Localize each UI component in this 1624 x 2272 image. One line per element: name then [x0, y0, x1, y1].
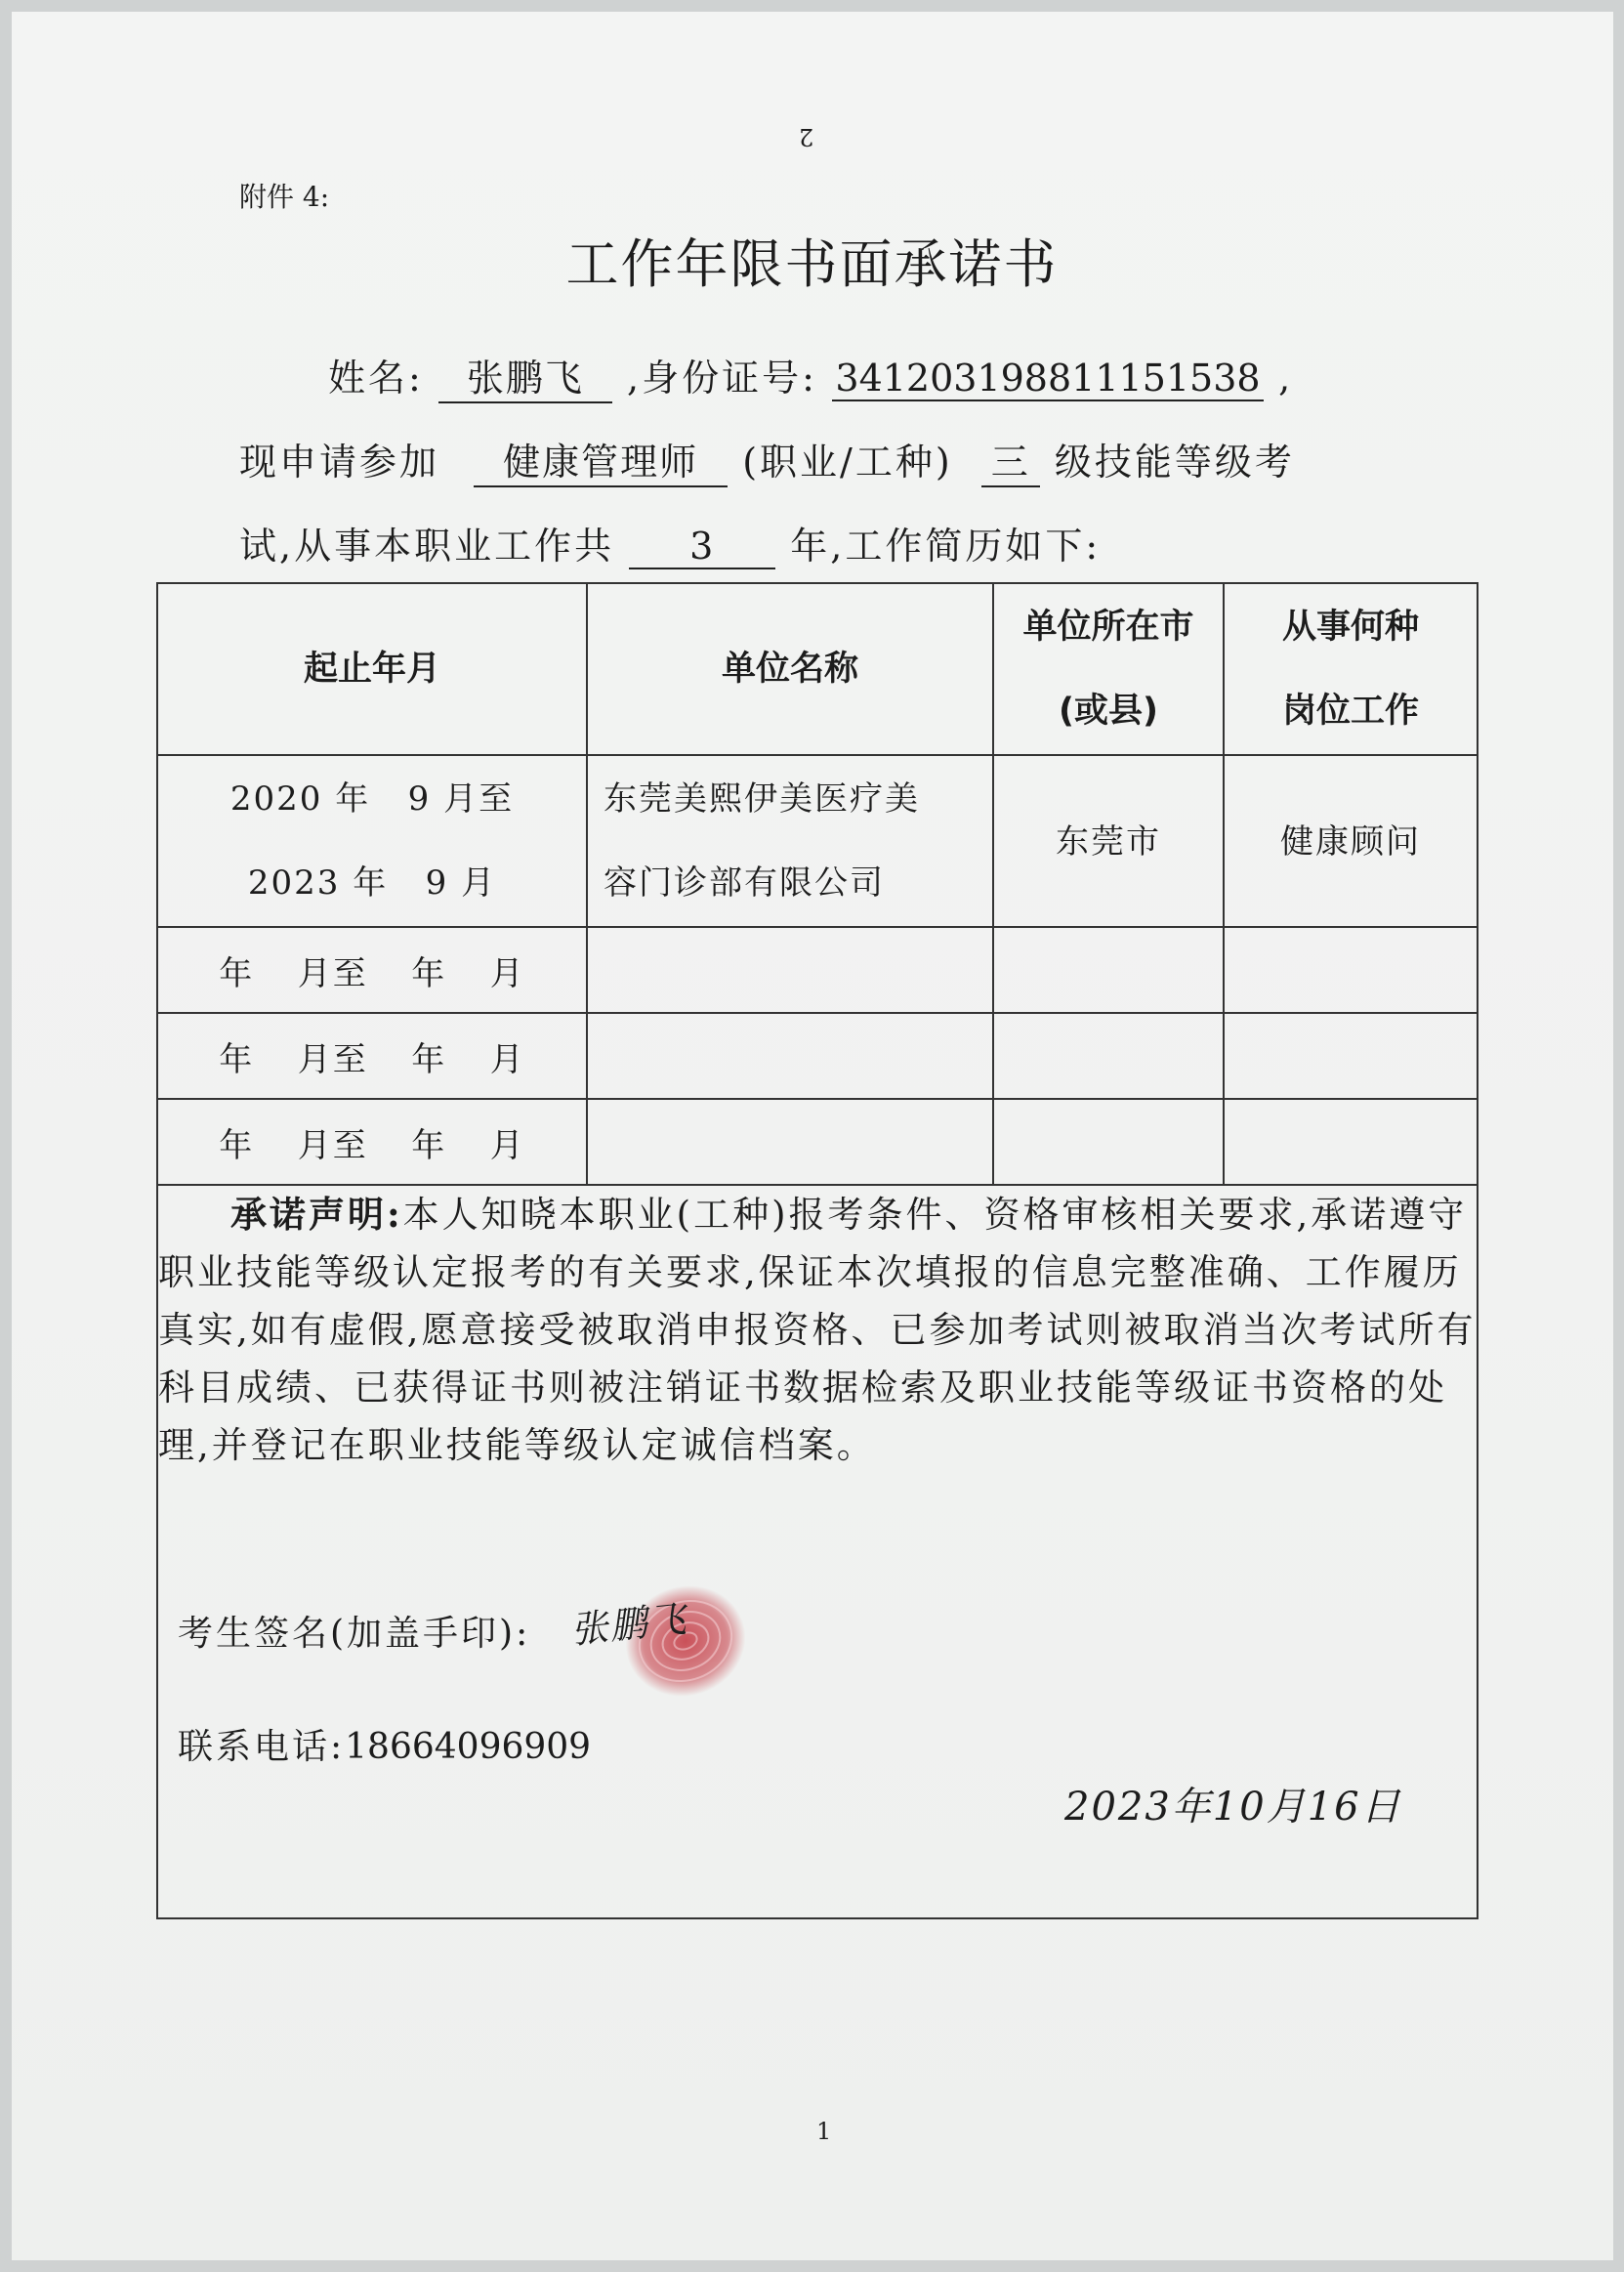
employer-cell [587, 755, 993, 927]
id-label: ,身份证号: [627, 357, 817, 400]
blank-month: 月 [489, 1125, 525, 1165]
name-label: 姓名: [328, 357, 424, 400]
document-title: 工作年限书面承诺书 [565, 233, 1059, 295]
id-number-value: 341203198811151538 [832, 357, 1264, 401]
years-line [239, 516, 1101, 569]
header-city-line2: (或县) [1059, 692, 1158, 731]
post-cell: 健康顾问 [1224, 755, 1478, 927]
blank-cell [993, 1013, 1224, 1099]
blank-cell [1224, 927, 1478, 1013]
blank-year-2: 年 [411, 1125, 447, 1165]
id-suffix: , [1278, 357, 1294, 400]
phone-line [178, 1719, 591, 1769]
period-end: 2023 年 9 月 [247, 863, 497, 903]
table-row-blank-1 [157, 927, 1478, 1013]
handwritten-signature: 张鹏飞 [568, 1596, 690, 1653]
signature-area [570, 1577, 766, 1704]
declaration-row [157, 1185, 1478, 1918]
table-row-blank-2 [157, 1013, 1478, 1099]
name-value: 张鹏飞 [438, 348, 612, 403]
blank-cell [1224, 1099, 1478, 1185]
header-employer: 单位名称 [587, 583, 993, 755]
level-suffix: 级技能等级考 [1054, 441, 1295, 484]
phone-value: 18664096909 [345, 1727, 592, 1767]
years-suffix: 年,工作简历如下: [790, 525, 1102, 568]
declaration-cell [157, 1185, 1478, 1918]
header-post-line2: 岗位工作 [1281, 692, 1419, 731]
work-history-table [156, 582, 1478, 1919]
header-post-line1: 从事何种 [1281, 608, 1419, 647]
blank-month: 月 [489, 953, 525, 993]
blank-month-to: 月至 [297, 1039, 368, 1079]
page-mark-top: 2 [799, 123, 814, 150]
blank-cell [587, 1099, 993, 1185]
level-value: 三 [981, 432, 1040, 487]
occupation-note: (职业/工种) [742, 441, 953, 484]
table-header-row [157, 583, 1478, 755]
phone-label: 联系电话: [178, 1727, 346, 1767]
blank-period-cell [157, 1013, 587, 1099]
blank-year-2: 年 [411, 1039, 447, 1079]
declaration-body: 本人知晓本职业(工种)报考条件、资格审核相关要求,承诺遵守职业技能等级认定报考的有关要求,保证本次填报的信息完整准确、工作履历真实,如有虚假,愿意接受被取消申报资格、已参加考试则被取消当次考试所有科目成绩、已获得证书则被注销证书数据检索及职业技能等级证书资格的处理,并登记在职业技能等级认定诚信档案。 [158, 1194, 1477, 1466]
employer-line1: 东莞美熙伊美医疗美 [604, 779, 920, 819]
period-start: 2020 年 9 月至 [229, 779, 515, 819]
years-prefix: 试,从事本职业工作共 [239, 525, 615, 568]
declaration-heading: 承诺声明: [230, 1193, 403, 1236]
page-number: 1 [816, 2118, 832, 2145]
blank-year-1: 年 [219, 1125, 255, 1165]
blank-month-to: 月至 [297, 1125, 368, 1165]
blank-period-cell [157, 1099, 587, 1185]
blank-cell [587, 927, 993, 1013]
blank-year-1: 年 [219, 1039, 255, 1079]
name-id-line [328, 348, 1293, 403]
blank-cell [993, 1099, 1224, 1185]
table-row [157, 755, 1478, 927]
employer-line2: 容门诊部有限公司 [604, 863, 885, 903]
period-cell [157, 755, 587, 927]
header-city [993, 583, 1224, 755]
handwritten-date: 2023年10月16日 [1064, 1785, 1402, 1830]
table-row-blank-3 [157, 1099, 1478, 1185]
apply-prefix: 现申请参加 [239, 441, 440, 484]
blank-period-cell [157, 927, 587, 1013]
signature-label: 考生签名(加盖手印): [178, 1614, 531, 1654]
blank-cell [1224, 1013, 1478, 1099]
blank-month-to: 月至 [297, 953, 368, 993]
years-value: 3 [629, 525, 775, 569]
occupation-line [239, 432, 1295, 487]
header-post [1224, 583, 1478, 755]
blank-month: 月 [489, 1039, 525, 1079]
blank-year-1: 年 [219, 953, 255, 993]
occupation-value: 健康管理师 [474, 432, 728, 487]
blank-cell [587, 1013, 993, 1099]
attachment-label: 附件 4: [239, 181, 330, 213]
city-cell: 东莞市 [993, 755, 1224, 927]
blank-cell [993, 927, 1224, 1013]
blank-year-2: 年 [411, 953, 447, 993]
declaration-text [158, 1186, 1477, 1474]
header-period: 起止年月 [157, 583, 587, 755]
header-city-line1: 单位所在市 [1022, 608, 1194, 647]
